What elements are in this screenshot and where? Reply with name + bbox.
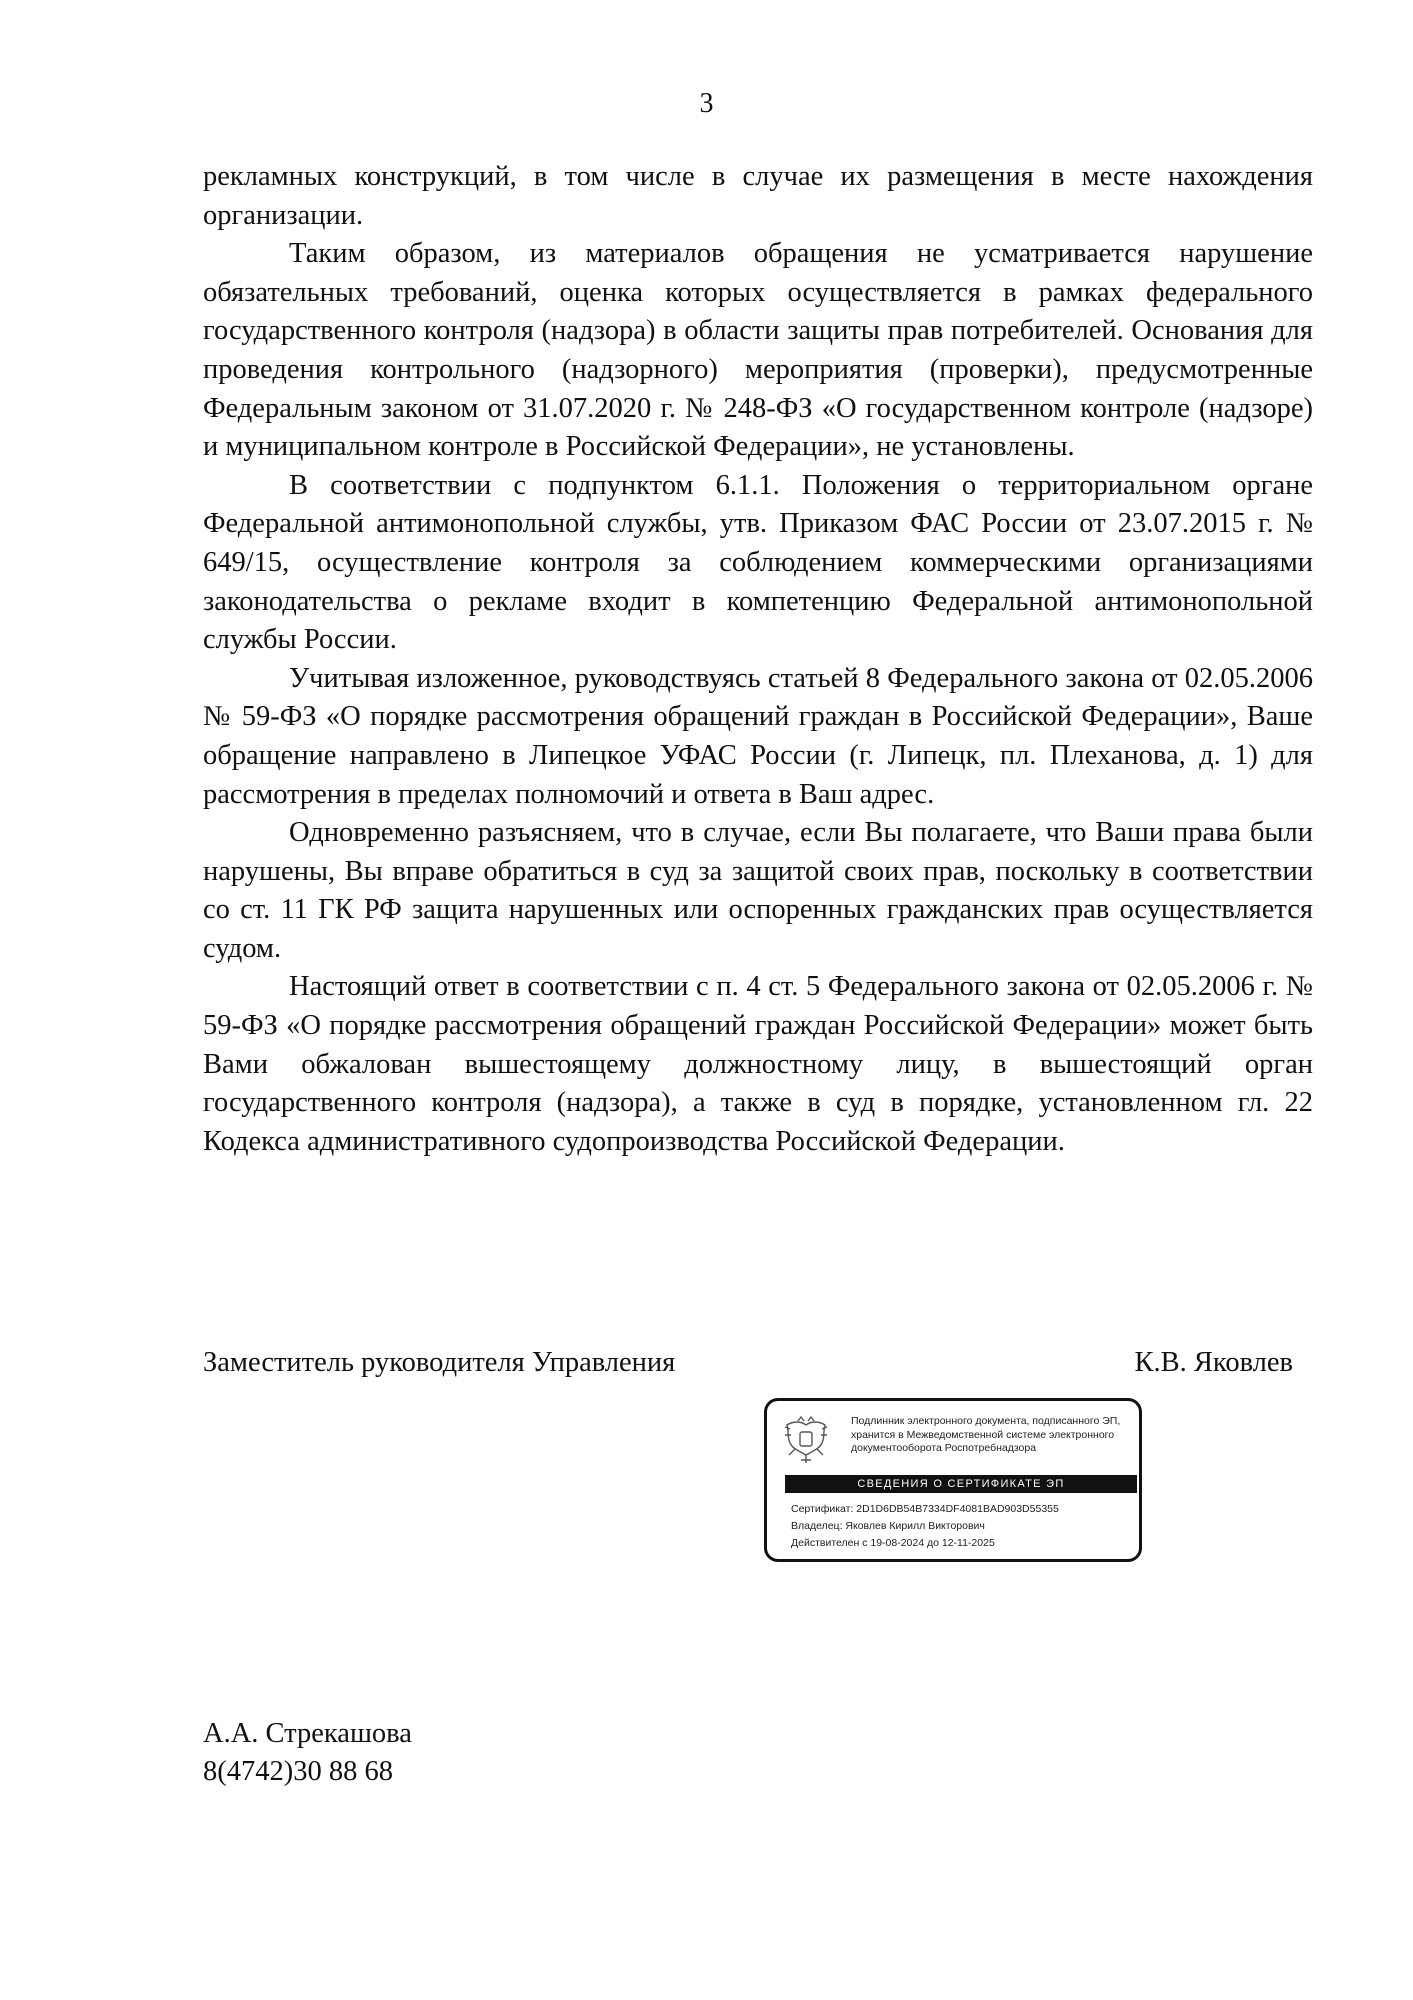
stamp-header <box>851 1415 1135 1456</box>
stamp-title-bar: СВЕДЕНИЯ О СЕРТИФИКАТЕ ЭП <box>785 1475 1137 1493</box>
paragraph-court-clarification: Одновременно разъясняем, что в случае, если Вы полагаете, что Ваши права были нарушены, Вы вправе обратиться в суд за защитой своих прав, поскольку в соответствии со ст. 11 ГК РФ защита нарушенных или оспоренных гражданских прав осуществляется судом. <box>203 817 1313 964</box>
coat-of-arms-icon <box>781 1415 831 1469</box>
paragraph-continuation: рекламных конструкций, в том числе в случае их размещения в месте нахождения организации. <box>203 161 1313 231</box>
stamp-header-line: документооборота Роспотребнадзора <box>851 1442 1037 1454</box>
electronic-signature-stamp <box>764 1398 1142 1562</box>
executor-phone: 8(4742)30 88 68 <box>203 1756 393 1787</box>
page-number: 3 <box>699 88 714 119</box>
certificate-owner: Владелец: Яковлев Кирилл Викторович <box>791 1520 985 1532</box>
stamp-header-line: Подлинник электронного документа, подписанного ЭП, <box>851 1415 1121 1427</box>
paragraph-conclusion: Таким образом, из материалов обращения не усматривается нарушение обязательных требований, оценка которых осуществляется в рамках федерального государственного контроля (надзора) в области защиты прав потребителей. Основания для проведения контрольного (надзорного) мероприятия (проверки), предусмотренные Федеральным законом от 31.07.2020 г. № 248-ФЗ «О государственном контроле (надзоре) и муниципальном контроле в Российской Федерации», не установлены. <box>203 238 1313 463</box>
signatory-name: К.В. Яковлев <box>1134 1347 1293 1378</box>
signatory-position: Заместитель руководителя Управления <box>203 1347 676 1378</box>
certificate-number: Сертификат: 2D1D6DB54B7334DF4081BAD903D55355 <box>791 1503 1059 1515</box>
paragraph-redirect: Учитывая изложенное, руководствуясь статьей 8 Федерального закона от 02.05.2006 № 59-ФЗ «О порядке рассмотрения обращений граждан в Российской Федерации», Ваше обращение направлено в Липецкое УФАС России (г. Липецк, пл. Плеханова, д. 1) для рассмотрения в пределах полномочий и ответа в Ваш адрес. <box>203 662 1313 810</box>
executor-name: А.А. Стрекашова <box>203 1718 412 1749</box>
executor-block <box>203 1715 412 1791</box>
certificate-validity: Действителен с 19-08-2024 до 12-11-2025 <box>791 1537 995 1549</box>
paragraph-competence: В соответствии с подпунктом 6.1.1. Положения о территориальном органе Федеральной антимонопольной службы, утв. Приказом ФАС России от 23.07.2015 г. № 649/15, осуществление контроля за соблюдением коммерческими организациями законодательства о рекламе входит в компетенцию Федеральной антимонопольной службы России. <box>203 469 1313 656</box>
paragraph-appeal: Настоящий ответ в соответствии с п. 4 ст. 5 Федерального закона от 02.05.2006 г. № 59-ФЗ «О порядке рассмотрения обращений граждан Российской Федерации» может быть Вами обжалован вышестоящему должностному лицу, в вышестоящий орган государственного контроля (надзора), а также в суд в порядке, установленном гл. 22 Кодекса административного судопроизводства Российской Федерации. <box>203 971 1313 1157</box>
stamp-header-line: хранится в Межведомственной системе электронного <box>851 1428 1115 1441</box>
letter-body <box>203 158 1313 1161</box>
stamp-certificate-info <box>791 1501 1131 1552</box>
